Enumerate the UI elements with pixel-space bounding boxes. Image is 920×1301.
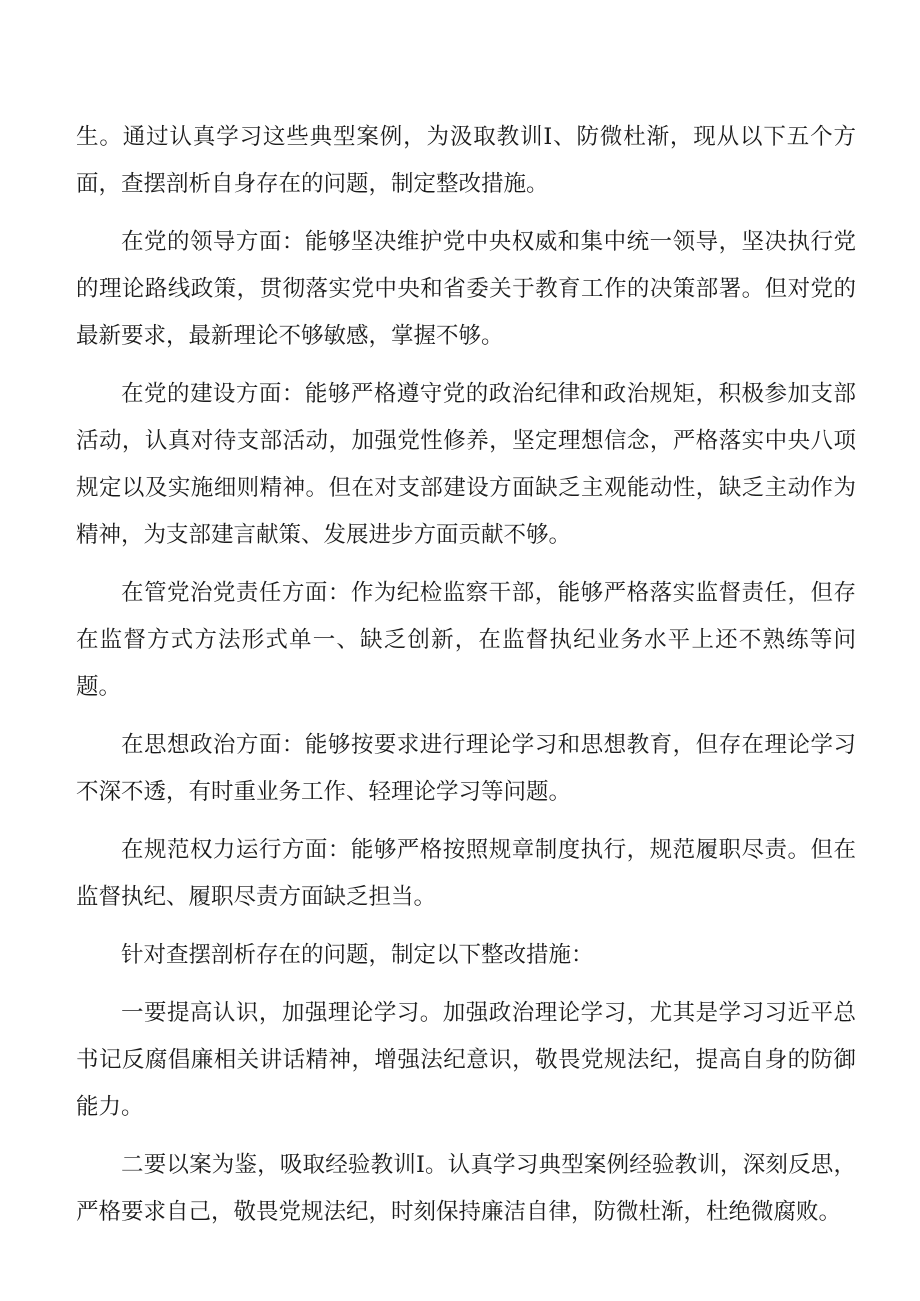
document-body xyxy=(76,114,856,1247)
paragraph-continuation: 生。通过认真学习这些典型案例，为汲取教训I、防微杜渐，现从以下五个方面，查摆剖析自身存在的问题，制定整改措施。 xyxy=(76,124,856,197)
paragraph-party-leadership: 在党的领导方面：能够坚决维护党中央权威和集中统一领导，坚决执行党的理论路线政策，贯彻落实党中央和省委关于教育工作的决策部署。但对党的最新要求，最新理论不够敏感，掌握不够。 xyxy=(76,229,856,349)
paragraph-party-governance: 在管党治党责任方面：作为纪检监察干部，能够严格落实监督责任，但存在监督方式方法形式单一、缺乏创新，在监督执纪业务水平上还不熟练等问题。 xyxy=(76,580,856,700)
paragraph-measure-two: 二要以案为鉴，吸取经验教训I。认真学习典型案例经验教训，深刻反思，严格要求自己，敬畏党规法纪，时刻保持廉洁自律，防微杜渐，杜绝微腐败。 xyxy=(76,1152,856,1225)
paragraph-measures-intro: 针对查摆剖析存在的问题，制定以下整改措施： xyxy=(121,942,594,968)
paragraph-ideology-politics: 在思想政治方面：能够按要求进行理论学习和思想教育，但存在理论学习不深不透，有时重业务工作、轻理论学习等问题。 xyxy=(76,732,856,805)
paragraph-power-regulation: 在规范权力运行方面：能够严格按照规章制度执行，规范履职尽责。但在监督执纪、履职尽责方面缺乏担当。 xyxy=(76,837,856,910)
paragraph-party-building: 在党的建设方面：能够严格遵守党的政治纪律和政治规矩，积极参加支部活动，认真对待支部活动，加强党性修养，坚定理想信念，严格落实中央八项规定以及实施细则精神。但在对支部建设方面缺乏主观能动性，缺乏主动作为精神，为支部建言献策、发展进步方面贡献不够。 xyxy=(76,381,856,548)
paragraph-measure-one: 一要提高认识，加强理论学习。加强政治理论学习，尤其是学习习近平总书记反腐倡廉相关讲话精神，增强法纪意识，敬畏党规法纪，提高自身的防御能力。 xyxy=(76,1000,856,1120)
